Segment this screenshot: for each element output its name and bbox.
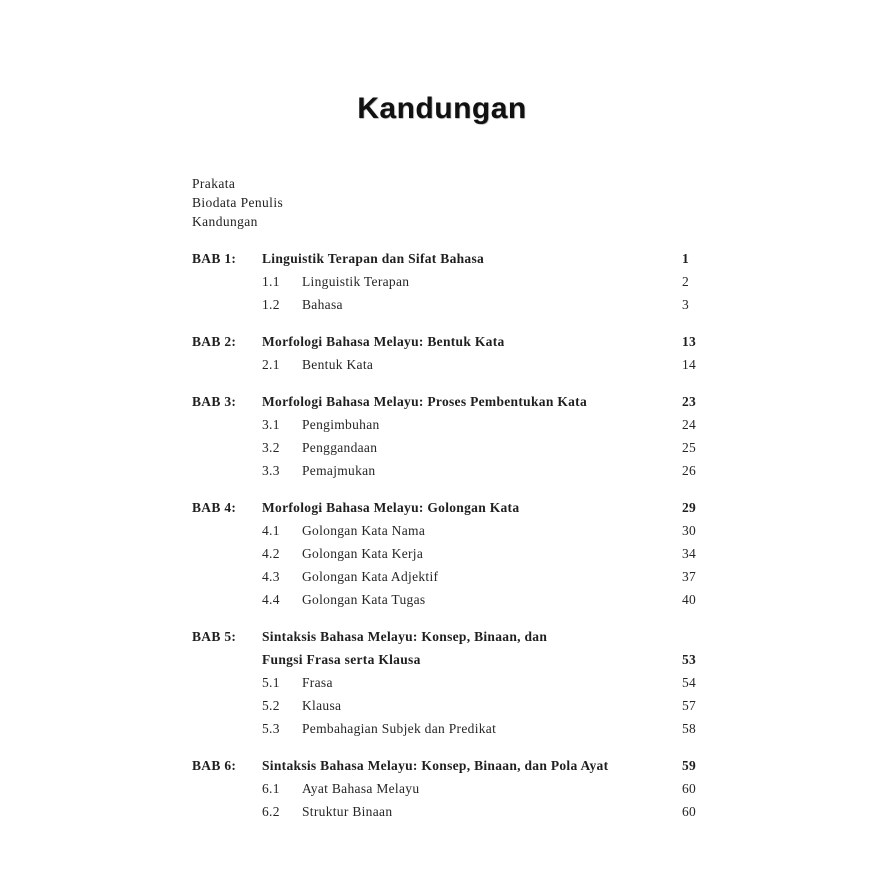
chapter-title: Morfologi Bahasa Melayu: Golongan Kata [262,500,520,515]
section-title: Golongan Kata Tugas [302,592,426,607]
toc-section-row[interactable] [192,413,722,436]
section-title: Struktur Binaan [302,804,393,819]
toc-chapter-row[interactable] [192,247,722,270]
section-title: Pengimbuhan [302,417,380,432]
section-title: Bentuk Kata [302,357,374,372]
section-number: 3.2 [262,440,280,455]
section-title: Golongan Kata Kerja [302,546,424,561]
section-number: 5.1 [262,675,280,690]
section-number: 5.3 [262,721,280,736]
toc-section-row[interactable] [192,717,722,740]
section-number: 6.2 [262,804,280,819]
section-number: 1.2 [262,297,280,312]
section-page-number: 3 [682,297,690,312]
chapter-block [192,390,722,482]
section-number: 3.1 [262,417,280,432]
chapter-label: BAB 5: [192,629,237,644]
section-title: Pembahagian Subjek dan Predikat [302,721,497,736]
section-page-number: 34 [682,546,697,561]
toc-section-row[interactable] [192,777,722,800]
chapter-label: BAB 6: [192,758,237,773]
section-title: Pemajmukan [302,463,376,478]
toc-section-row[interactable] [192,588,722,611]
section-page-number: 60 [682,781,697,796]
chapter-block [192,754,722,823]
chapter-label: BAB 3: [192,394,237,409]
toc-chapter-row[interactable] [192,754,722,777]
section-number: 2.1 [262,357,280,372]
front-matter-list [192,174,722,231]
section-page-number: 58 [682,721,697,736]
section-page-number: 54 [682,675,697,690]
chapter-page-number: 23 [682,394,697,409]
section-page-number: 24 [682,417,697,432]
section-number: 1.1 [262,274,280,289]
chapter-title: Sintaksis Bahasa Melayu: Konsep, Binaan, dan [262,629,548,644]
section-title: Frasa [302,675,333,690]
toc-chapter-row[interactable] [192,625,722,648]
front-matter-item: Kandungan [192,214,258,229]
chapter-label: BAB 1: [192,251,237,266]
section-page-number: 14 [682,357,697,372]
toc-section-row[interactable] [192,800,722,823]
section-number: 4.2 [262,546,280,561]
toc-chapter-row-continued[interactable] [192,648,722,671]
section-title: Golongan Kata Adjektif [302,569,439,584]
section-title: Klausa [302,698,342,713]
toc-section-row[interactable] [192,542,722,565]
toc-chapter-row[interactable] [192,330,722,353]
section-number: 4.4 [262,592,280,607]
chapter-title: Morfologi Bahasa Melayu: Proses Pembentukan Kata [262,394,588,409]
toc-section-row[interactable] [192,293,722,316]
chapter-title-line2: Fungsi Frasa serta Klausa [262,652,421,667]
chapter-page-number: 59 [682,758,697,773]
chapter-page-number: 13 [682,334,697,349]
section-title: Penggandaan [302,440,378,455]
chapter-label: BAB 4: [192,500,237,515]
chapter-page-number: 53 [682,652,697,667]
chapter-label: BAB 2: [192,334,237,349]
chapter-page-number: 29 [682,500,697,515]
section-number: 4.1 [262,523,280,538]
chapter-block [192,625,722,740]
toc-section-row[interactable] [192,353,722,376]
section-page-number: 25 [682,440,697,455]
chapter-title: Sintaksis Bahasa Melayu: Konsep, Binaan, dan Pola Ayat [262,758,609,773]
section-title: Linguistik Terapan [302,274,410,289]
section-page-number: 40 [682,592,697,607]
toc-chapter-row[interactable] [192,496,722,519]
toc-section-row[interactable] [192,565,722,588]
chapter-block [192,330,722,376]
section-number: 3.3 [262,463,280,478]
section-page-number: 37 [682,569,697,584]
toc-section-row[interactable] [192,694,722,717]
table-of-contents [192,174,722,837]
section-title: Bahasa [302,297,343,312]
toc-section-row[interactable] [192,519,722,542]
chapter-block [192,496,722,611]
toc-section-row[interactable] [192,436,722,459]
section-page-number: 2 [682,274,690,289]
toc-chapter-row[interactable] [192,390,722,413]
section-page-number: 60 [682,804,697,819]
chapter-title: Linguistik Terapan dan Sifat Bahasa [262,251,485,266]
toc-section-row[interactable] [192,671,722,694]
section-number: 5.2 [262,698,280,713]
toc-section-row[interactable] [192,459,722,482]
chapter-page-number: 1 [682,251,690,266]
front-matter-item: Biodata Penulis [192,195,284,210]
section-title: Ayat Bahasa Melayu [302,781,420,796]
chapter-block [192,247,722,316]
section-page-number: 30 [682,523,697,538]
chapter-title: Morfologi Bahasa Melayu: Bentuk Kata [262,334,505,349]
section-page-number: 57 [682,698,697,713]
section-number: 4.3 [262,569,280,584]
section-page-number: 26 [682,463,697,478]
front-matter-item: Prakata [192,176,236,191]
section-number: 6.1 [262,781,280,796]
chapter-list [192,247,722,823]
section-title: Golongan Kata Nama [302,523,426,538]
toc-section-row[interactable] [192,270,722,293]
page-title: Kandungan [357,92,527,125]
